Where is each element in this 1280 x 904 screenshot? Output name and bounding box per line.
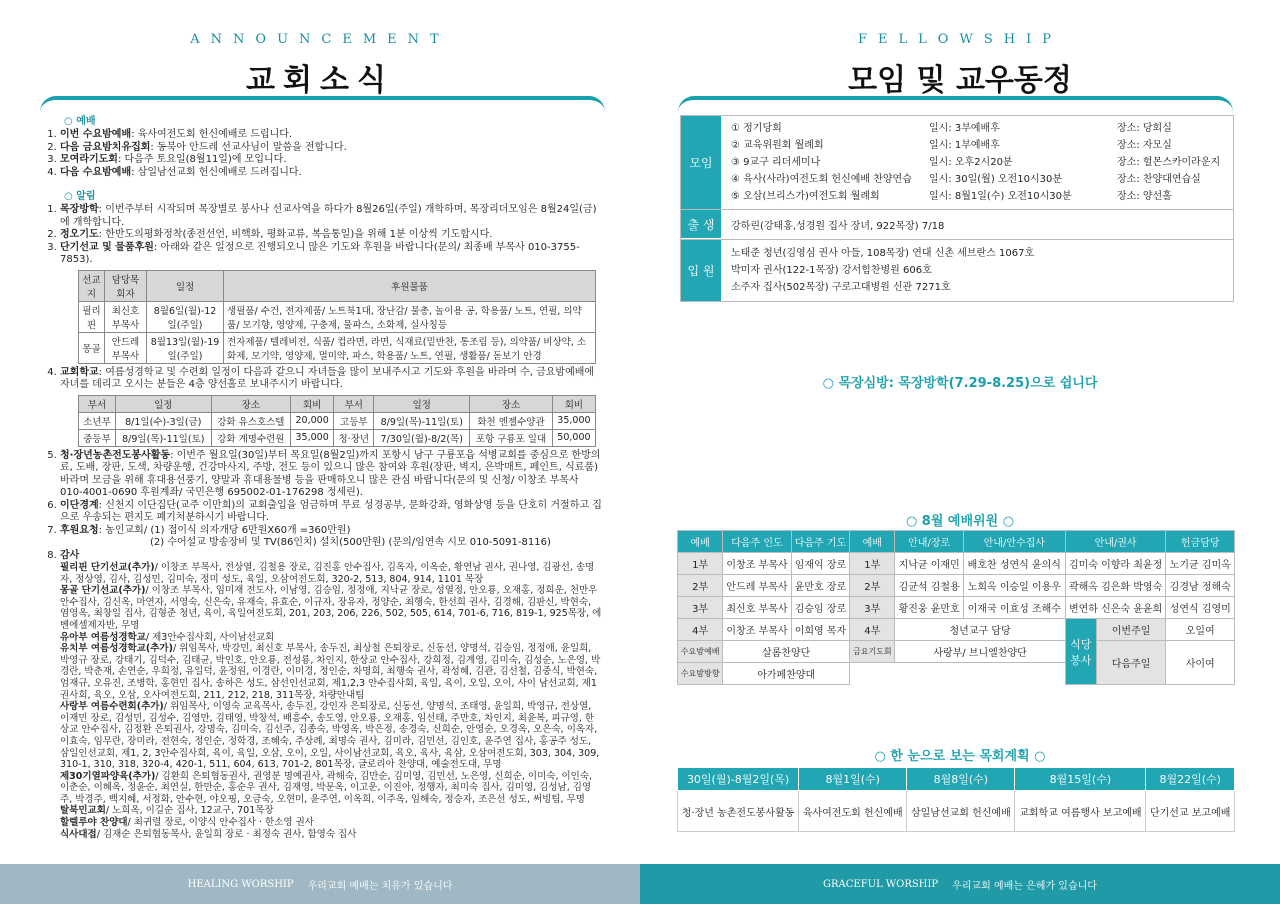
schedule-event: 육사여전도회 헌신예배	[799, 791, 907, 832]
table-cell: 소년부	[79, 412, 116, 429]
table-cell: 화천 엔젤수양관	[470, 412, 553, 429]
table-header: 부서	[334, 395, 374, 412]
support-request-item: 7. 후원요청: 농인교회/ (1) 접이식 의자개당 6만원X60개 =360만원) (2) 수어설교 방송장비 및 TV(86인치) 설치(500만원) (문의/임연속 시모 010-5091-8116)	[60, 525, 602, 550]
item-head: 다음 금요밤치유집회	[60, 141, 151, 153]
wc-row	[678, 553, 1235, 575]
wc-cell: 이희영 목자	[791, 619, 850, 641]
worship-item	[60, 167, 602, 180]
thanks-text: / 김재순 은퇴협동목사, 윤일희 장로 · 최정숙 권사, 함영숙 집사	[96, 828, 357, 840]
item-head: 단기선교 및 물품후원	[60, 241, 154, 253]
table-cell: 생필품/ 수건, 전자제품/ 노트북1대, 장난감/ 물총, 놀이용 공, 학용품/ 노트, 연필, 의약품/ 모기향, 영양제, 구충제, 물파스, 소화제, 실사칭등	[224, 301, 596, 332]
table-row	[79, 412, 596, 429]
hospital-entry: 박미자 권사(122-1목장) 강서힘찬병원 606호	[731, 265, 932, 276]
table-header: 선교지	[79, 270, 105, 301]
table-cell: 고등부	[334, 412, 374, 429]
wc-cell: 금요기도회	[850, 641, 895, 663]
wc-cell: 3부	[850, 597, 895, 619]
table-header: 후원물품	[224, 270, 596, 301]
worship-header: ○ 예배	[64, 112, 602, 127]
item-head: 이번 수요밤예배	[60, 129, 132, 140]
fellowship-page	[640, 0, 1280, 904]
item-text: : 한반도의평화정착(종전선언, 비핵화, 평화교류, 복음통일)을 위해 1분 이상씩 기도합시다.	[98, 229, 493, 240]
table-cell: 7/30일(월)-8/2(목)	[374, 429, 470, 446]
thanks-text: / 노희옥, 이길순 집사, 12교구, 701목장	[105, 805, 274, 817]
schedule-table	[677, 767, 1235, 832]
table-cell: 몽골	[79, 332, 105, 363]
schedule-event: 삼일남선교회 헌신예배	[907, 791, 1015, 832]
schedule-date: 8월15일(수)	[1015, 768, 1146, 791]
meeting-name: ③ 9교구 리더세미나	[731, 157, 821, 168]
wc-cell: 지낙균 이재민	[895, 553, 964, 575]
thanks-text: / 제3안수집사회, 사이남선교회	[145, 631, 275, 643]
wc-cell: 배호찬 성연식 윤의식	[963, 553, 1065, 575]
meeting-row	[727, 120, 1224, 137]
table-cell: 8/9일(목)-11일(토)	[374, 412, 470, 429]
wc-empty	[850, 663, 1066, 685]
wc-cell: 김균석 김철용	[895, 575, 964, 597]
wc-cell: 청년교구 담당	[895, 619, 1065, 641]
hospital-entry: 노태준 청년(김영심 권사 아들, 108목장) 연대 신촌 세브란스 1067호	[731, 248, 1035, 259]
wc-header: 안내/장로	[895, 531, 964, 553]
table-cell: 포항 구룡포 일대	[470, 429, 553, 446]
table-header: 부서	[79, 395, 116, 412]
thanks-entry	[60, 805, 602, 817]
thanks-entry	[60, 701, 602, 771]
table-cell: 8월6일(월)-12일(주일)	[147, 301, 224, 332]
school-item: 4. 교회학교: 여름성경학교 및 수련회 일정이 다음과 같으니 자녀들을 많이 보내주시고 기도와 후원을 바라며 수, 금요밤예배에 자녀를 데리고 오시는 분들은 4층 양선홀로 보내주시기 바랍니다.	[60, 367, 602, 392]
thanks-head: 몽골 단기선교(추가)	[60, 585, 146, 597]
meeting-place: 장소: 양선홀	[1117, 191, 1172, 202]
schedule-event: 교회학교 여름행사 보고예배	[1015, 791, 1146, 832]
item-text: : 삼일남선교회 헌신예배로 드려집니다.	[131, 166, 302, 178]
notice-list	[42, 204, 602, 267]
table-row	[79, 301, 596, 332]
footer-ko: 우리교회 예배는 은혜가 있습니다	[952, 880, 1097, 892]
meeting-name: ① 정기당회	[731, 123, 782, 134]
birth-label: 출 생	[681, 210, 721, 238]
announcement-title: 교회소식	[246, 63, 394, 98]
table-cell: 청·장년	[334, 429, 374, 446]
meal-next-label: 다음주일	[1096, 641, 1166, 685]
birth-text: 강하린(강태홍,성경원 집사 장녀, 922목장) 7/18	[731, 221, 945, 232]
wc-row	[678, 597, 1235, 619]
wc-cell: 1부	[850, 553, 895, 575]
wc-cell: 이재국 이효성 조해수	[963, 597, 1065, 619]
thanks-head: 식사대접	[60, 828, 97, 840]
table-cell: 강화 계명수련원	[211, 429, 291, 446]
meal-this-label: 이번주일	[1096, 619, 1166, 641]
meeting-time: 일시: 3부예배후	[929, 123, 1000, 134]
table-header: 일정	[115, 395, 211, 412]
hospital-list	[721, 240, 1044, 301]
wc-cell: 안드레 부목사	[723, 575, 792, 597]
worship-item	[60, 154, 602, 167]
wc-cell: 4부	[678, 619, 723, 641]
table-cell: 전자제품/ 텔레비전, 식품/ 컵라면, 라면, 식재료(밑반찬, 통조림 등), 의약품/ 비상약, 소화제, 모기약, 영양제, 멀미약, 파스, 학용품/ 노트, 연필, 생활품/ 돋보기 안경	[224, 332, 596, 363]
thanks-head: 제30기열파양육(추가)	[60, 770, 156, 782]
wc-cell: 이창조 부목사	[723, 619, 792, 641]
thanks-text: / 최귀렬 장로, 이양식 안수집사 · 한소영 권사	[127, 817, 314, 829]
schedule-date: 8월1일(수)	[799, 768, 907, 791]
meal-this-value: 오일여	[1166, 619, 1235, 641]
table-header: 장소	[470, 395, 553, 412]
notice-header: ○ 알림	[64, 187, 602, 202]
table-row	[79, 332, 596, 363]
birth-section	[681, 210, 1233, 240]
wc-cell: 임재익 장로	[791, 553, 850, 575]
meetings-section	[681, 116, 1233, 210]
meeting-time: 일시: 8월1일(수) 오전10시30분	[929, 191, 1072, 202]
schedule-date: 8월22일(수)	[1146, 768, 1235, 791]
table-cell: 35,000	[552, 412, 595, 429]
item-text: : 이번주부터 시작되며 목장별로 봉사나 선교사역을 하다가 8월26일(주일) 개학하며, 목장리더모임은 8월24일(금)에 개학합니다.	[60, 204, 597, 228]
thanks-text: / 이창조 부목사, 임미재 전도사, 이남영, 김승임, 정정애, 지낙균 장로, 성열정, 안오룡, 오재홍, 정희운, 천만우 안수집사, 김신옥, 마연자, 서영숙, 신은숙, 유재숙, 유효순, 이규자, 장유자, 정양순, 최행숙, 한선희 권사, 김경해, 김판신, 박현숙, 염영옥, 최창일 집사, 김형준 청년, 육이, 육일여전도회, 201, 203, 206, 226, 502, 505, 614, 701-6, 716, 819-1, 925목장, 에벤에셀제자반, 무명	[60, 585, 602, 631]
hospital-label: 입 원	[681, 240, 721, 301]
table-cell: 20,000	[291, 412, 334, 429]
schedule-event: 단기선교 보고예배	[1146, 791, 1235, 832]
table-cell: 중등부	[79, 429, 116, 446]
hospital-entry: 소주자 집사(502목장) 구로고대병원 신관 7271호	[731, 282, 951, 293]
worship-committee-table	[677, 530, 1235, 685]
wc-row	[678, 575, 1235, 597]
thanks-head: 필리핀 단기선교(추가)	[60, 562, 155, 573]
wc-header: 다음주 인도	[723, 531, 792, 553]
schedule-event: 청·장년 농촌전도봉사활동	[678, 791, 799, 832]
table-cell: 50,000	[552, 429, 595, 446]
meeting-time: 일시: 30일(월) 오전10시30분	[929, 174, 1062, 185]
meeting-place: 장소: 헐몬스카이라운지	[1117, 157, 1221, 168]
table-cell: 8/1일(수)-3일(금)	[115, 412, 211, 429]
item-text: : 동북아 안드레 선교사님이 말씀을 전합니다.	[150, 141, 347, 153]
wc-cell: 김경남 정해숙	[1166, 575, 1235, 597]
wc-header: 예배	[850, 531, 895, 553]
more-list	[42, 450, 602, 841]
fellowship-box	[680, 115, 1234, 302]
wc-cell: 황진웅 윤만호	[895, 597, 964, 619]
wc-cell: 윤만호 장로	[791, 575, 850, 597]
thanks-head: 유아부 여름성경학교	[60, 631, 146, 643]
item-head: 정오기도	[60, 229, 99, 240]
meeting-row	[727, 154, 1224, 171]
right-footer	[640, 864, 1280, 904]
meal-next-value: 사이여	[1166, 641, 1235, 685]
thanks-text: / 김환희 은퇴협동권사, 권영분 명예권사, 곽해숙, 김만순, 김미영, 김민선, 노은영, 신희순, 이미숙, 이인숙, 이춘순, 이혜옥, 정윤순, 최연실, 한만순, 홍순우 권사, 김재영, 박문옥, 이고운, 이진아, 정행자, 최미숙 집사, 김미영, 김성남, 김영주, 박경주, 백지혜, 서정화, 안수현, 야오핑, 오금숙, 오현미, 윤주연, 이옥희, 이주옥, 임해숙, 정승자, 조은선 성도, 써빙팀, 무명	[60, 770, 593, 805]
table-header: 담당목회자	[104, 270, 146, 301]
wc-header: 헌금담당	[1166, 531, 1235, 553]
item-head: 모여라기도회	[60, 154, 118, 165]
worship-item	[60, 142, 602, 155]
thanks-list	[60, 562, 602, 840]
wc-cell: 이창조 부목사	[723, 553, 792, 575]
wc-cell: 3부	[678, 597, 723, 619]
worship-committee-title: ○ 8월 예배위원 ○	[905, 514, 1015, 529]
table-header: 장소	[211, 395, 291, 412]
wc-cell: 노기균 김미옥	[1166, 553, 1235, 575]
wc-cell: 노희옥 이승일 이용우	[963, 575, 1065, 597]
meal-label: 식당봉사	[1065, 619, 1096, 685]
meeting-name: ② 교육위원회 월례회	[731, 140, 824, 151]
thanks-head: 유치부 여름성경학교(추가)	[60, 643, 173, 655]
wc-cell: 4부	[850, 619, 895, 641]
table-row	[79, 429, 596, 446]
footer-ko: 우리교회 예배는 치유가 있습니다	[307, 880, 453, 892]
meeting-name: ⑤ 오삼(브리스가)여전도회 월례회	[731, 191, 880, 202]
table-cell: 안드레 부목사	[104, 332, 146, 363]
thanks-head: 탈북민교회	[60, 805, 106, 817]
wc-cell: 2부	[678, 575, 723, 597]
thanks-item: 8. 감사 필리핀 단기선교(추가)/ 이창조 부목사, 전상열, 김철용 장로, 김진홍 안수집사, 김옥자, 이옥순, 황연남 권사, 권나영, 김광선, 송명자, 정상영, 김사, 김성민, 김미숙, 정미 성도, 육일, 오삼여전도회, 320-2, 513, 804, 914, 1101 목장 몽골 단기선교(추가)/ 이창조 부목사, 임미재 전도사, 이남영, 김승임, 정정애, 지낙균 장로, 성열정, 안오룡, 오재홍, 정희운, 천만우 안수집사, 김신옥, 마연자, 서영숙, 신은숙, 유재숙, 유효순, 이규자, 장유자, 정양순, 최행숙, 한선희 권사, 김경해, 김판신, 박현숙, 염영옥, 최창일 집사, 김형준 청년, 육이, 육일여전도회, 201, 203, 206, 226, 502, 505, 614, 701-6, 716, 819-1, 925목장, 에벤에셀제자반, 무명 유아부 여름성경학교/ 제3안수집사회, 사이남선교회 유치부 여름성경학교(추가)/ 위임목사, 박강민, 최신호 부목사, 송두진, 최상철 은퇴장로, 신동선, 양명석, 김승임, 정정애, 윤일희, 박영규 장로, 강태기, 김덕수, 김태균, 박인호, 안오룡, 전성룡, 차인지, 한상교 안수집사, 강희정, 김계영, 김미숙, 김성순, 노은영, 박경란, 박춘재, 손연순, 우희정, 유일덕, 윤정원, 이경란, 이미경, 정인순, 차명희, 최행숙 권사, 곽성혜, 김관, 김선철, 김중식, 박현숙, 엄재규, 오유진, 조병학, 홍현민 집사, 송하은 성도, 삼선인선교회, 제1,2,3 안수집사회, 육일, 육이, 오일, 오이, 사이 남선교회, 제1권사회, 육오, 오삼, 오사여전도회, 211, 212, 218, 311목장, 차량안내팀 사랑부 여름수련회(추가)/ 위임목사, 이영숙 교육목사, 송두진, 강인자 은퇴장로, 신동선, 양명석, 조태영, 윤일희, 박영규, 전상열, 이재민 장로, 김성민, 김성수, 김영만, 김태영, 박창석, 배흥수, 송도영, 안오룡, 오재홍, 임선태, 주만호, 차인지, 최윤복, 피규영, 한상교 안수집사, 김정환 은퇴권사, 강명숙, 김미숙, 김선주, 김종숙, 박영옥, 박은정, 송경숙, 신희순, 안영순, 오경옥, 오은숙, 이옥자, 이효숙, 임무란, 장미라, 전현숙, 정인순, 정학경, 조혜숙, 주상례, 최명숙 권사, 김미라, 김민선, 김인호, 윤주연 집사, 홍공주 성도, 삼일인선교회, 제1, 2, 3안수집사회, 육이, 육일, 오삼, 오이, 오일, 사이남선교회, 육오, 육사, 육삼, 오삼여전도회, 303, 304, 309, 310-1, 310, 318, 320-4, 420-1, 511, 604, 613, 701-2, 801목장, 글로리아 찬양대, 예술전도대, 무명 제30기열파양육(추가)/ 김환희 은퇴협동권사, 권영분 명예권사, 곽해숙, 김만순, 김미영, 김민선, 노은영, 신희순, 이미숙, 이인숙, 이춘순, 이혜옥, 정윤순, 최연실, 한만순, 홍순우 권사, 김재영, 박문옥, 이고운, 이진아, 정행자, 최미숙 집사, 김미영, 김성남, 김영주, 박경주, 백지혜, 서정화, 안수현, 야오핑, 오금숙, 오현미, 윤주연, 이옥희, 이주옥, 임해숙, 정승자, 조은선 성도, 써빙팀, 무명 탈북민교회/ 노희옥, 이길순 집사, 12교구, 701목장 할렐루야 찬양대/ 최귀렬 장로, 이양식 안수집사 · 한소영 권사 식사대접/ 김재순 은퇴협동목사, 윤일희 장로 · 최정숙 권사, 함영숙 집사	[60, 550, 602, 841]
left-footer	[0, 864, 640, 904]
table-header: 일정	[147, 270, 224, 301]
schedule-date: 8월8일(수)	[907, 768, 1015, 791]
table-cell: 최신호 부목사	[104, 301, 146, 332]
thanks-entry	[60, 585, 602, 631]
thanks-head: 사랑부 여름수련회(추가)	[60, 701, 164, 713]
meetings-label: 모임	[681, 116, 721, 209]
table-header: 회비	[291, 395, 334, 412]
footer-en: GRACEFUL WORSHIP	[823, 878, 939, 890]
wc-header: 안내/권사	[1065, 531, 1166, 553]
wc-cell: 최신호 부목사	[723, 597, 792, 619]
wc-header: 다음주 기도	[791, 531, 850, 553]
thanks-entry	[60, 829, 602, 841]
wc-cell: 살롬찬양단	[723, 641, 850, 663]
wc-header: 예배	[678, 531, 723, 553]
table-cell: 강화 유스호스텔	[211, 412, 291, 429]
thanks-head: 할렐루야 찬양대	[60, 817, 128, 829]
wc-header: 안내/안수집사	[963, 531, 1065, 553]
table-cell: 35,000	[291, 429, 334, 446]
meeting-name: ④ 육사(사라)여전도회 헌신예배 찬양연습	[731, 174, 912, 185]
heresy-warning-item: 6. 이단경계: 신천지 이단집단(교주 이만희)의 교회출입을 엄금하며 무료 성경공부, 문화강좌, 영화상영 등을 단호히 거절하고 집으로 우송되는 편지도 폐기처분하시기 바랍니다.	[60, 500, 602, 525]
vacation-note: ○ 목장심방: 목장방학(7.29-8.25)으로 쉽니다	[822, 376, 1098, 391]
meeting-time: 일시: 1부예배후	[929, 140, 1000, 151]
school-table	[78, 395, 596, 447]
hospital-section	[681, 240, 1233, 301]
thanks-entry	[60, 771, 602, 806]
wc-cell: 수요밤예배	[678, 641, 723, 663]
table-header: 회비	[552, 395, 595, 412]
wc-cell: 변연하 신은숙 윤윤희	[1065, 597, 1166, 619]
wc-cell: 곽해옥 김은화 박영숙	[1065, 575, 1166, 597]
item-head: 다음 수요밤예배	[60, 166, 132, 178]
meeting-place: 장소: 자모실	[1117, 140, 1172, 151]
announcement-body	[42, 108, 602, 840]
item-text: : 다음주 토요일(8월11일)에 모입니다.	[117, 154, 287, 165]
school-list	[42, 367, 602, 392]
worship-list	[42, 129, 602, 179]
meetings-table	[727, 120, 1224, 205]
notice-item	[60, 204, 602, 229]
meeting-place: 장소: 당회실	[1117, 123, 1172, 134]
thanks-entry	[60, 562, 602, 585]
thanks-text: / 위임목사, 이영숙 교육목사, 송두진, 강인자 은퇴장로, 신동선, 양명석, 조태영, 윤일희, 박영규, 전상열, 이재민 장로, 김성민, 김성수, 김영만, 김태영, 박창석, 배흥수, 송도영, 안오룡, 오재홍, 임선태, 주만호, 차인지, 최윤복, 피규영, 한상교 안수집사, 김정환 은퇴권사, 강명숙, 김미숙, 김선주, 김종숙, 박영옥, 박은정, 송경숙, 신희순, 안영순, 오경옥, 오은숙, 이옥자, 이효숙, 임무란, 장미라, 전현숙, 정인순, 정학경, 조혜숙, 주상례, 최명숙 권사, 김미라, 김민선, 김인호, 윤주연 집사, 홍공주 성도, 삼일인선교회, 제1, 2, 3안수집사회, 육이, 육일, 오삼, 오이, 오일, 사이남선교회, 육오, 육사, 육삼, 오삼여전도회, 303, 304, 309, 310-1, 310, 318, 320-4, 420-1, 511, 604, 613, 701-2, 801목장, 글로리아 찬양대, 예술전도대, 무명	[60, 701, 600, 771]
item-text: : 아래와 같은 일정으로 진행되오니 많은 기도와 후원을 바랍니다(문의/ 최종배 부목사 010-3755-7853).	[60, 241, 580, 265]
table-header: 일정	[374, 395, 470, 412]
wc-cell: 사랑부/ 브니엘찬양단	[895, 641, 1065, 663]
footer-en: HEALING WORSHIP	[187, 878, 294, 890]
fellowship-eyebrow: FELLOWSHIP	[858, 32, 1062, 47]
meeting-place: 장소: 찬양대연습실	[1117, 174, 1201, 185]
schedule-title: ○ 한 눈으로 보는 목회계획 ○	[874, 749, 1046, 764]
wc-cell: 수요밤방향	[678, 663, 723, 685]
meeting-row	[727, 137, 1224, 154]
notice-item	[60, 242, 602, 267]
item-text: : 육사여전도회 헌신예배로 드립니다.	[131, 129, 293, 140]
table-cell: 필리핀	[79, 301, 105, 332]
farm-mission-item: 5. 청·장년농촌전도봉사활동: 이번주 월요일(30일)부터 목요일(8월2일)까지 포항시 남구 구룡포읍 석병교회를 중심으로 한방의료, 도배, 장판, 도색, 차량운행, 건강마사지, 주방, 전도 등이 있으니 많은 참여와 후원(장판, 벽지, 은박매트, 페인트, 식료품)바라며 모금을 위해 휴대용선풍기, 양말과 휴대용물병 등을 판매하오니 많은 관심 바랍니다(문의 및 신청/ 이창조 부목사 010-4001-0690 후원계좌/ 국민은행 695002-01-176298 정세린).	[60, 450, 602, 500]
meeting-row	[727, 188, 1224, 205]
wc-cell: 성연식 김영미	[1166, 597, 1235, 619]
schedule-date: 30일(월)-8월2일(목)	[678, 768, 799, 791]
wc-cell: 2부	[850, 575, 895, 597]
wc-cell: 아가페찬양대	[723, 663, 850, 685]
meeting-row	[727, 171, 1224, 188]
fellowship-title: 모임 및 교우동정	[848, 63, 1072, 98]
thanks-text: / 이창조 부목사, 전상열, 김철용 장로, 김진홍 안수집사, 김옥자, 이옥순, 황연남 권사, 권나영, 김광선, 송명자, 정상영, 김사, 김성민, 김미숙, 정미 성도, 육일, 오삼여전도회, 320-2, 513, 804, 914, 1101 목장	[60, 562, 595, 585]
item-head: 목장방학	[60, 204, 99, 215]
meeting-time: 일시: 오후2시20분	[929, 157, 1013, 168]
wc-cell: 김승임 장로	[791, 597, 850, 619]
thanks-entry	[60, 643, 602, 701]
thanks-entry	[60, 817, 602, 829]
announcement-eyebrow: ANNOUNCEMENT	[190, 32, 450, 47]
worship-item	[60, 129, 602, 142]
thanks-text: / 위임목사, 박강민, 최신호 부목사, 송두진, 최상철 은퇴장로, 신동선, 양명석, 김승임, 정정애, 윤일희, 박영규 장로, 강태기, 김덕수, 김태균, 박인호, 안오룡, 전성룡, 차인지, 한상교 안수집사, 강희정, 김계영, 김미숙, 김성순, 노은영, 박경란, 박춘재, 손연순, 우희정, 유일덕, 윤정원, 이경란, 이미경, 정인순, 차명희, 최행숙 권사, 곽성혜, 김관, 김선철, 김중식, 박현숙, 엄재규, 오유진, 조병학, 홍현민 집사, 송하은 성도, 삼선인선교회, 제1,2,3 안수집사회, 육일, 육이, 오일, 오이, 사이 남선교회, 제1권사회, 육오, 오삼, 오사여전도회, 211, 212, 218, 311목장, 차량안내팀	[60, 643, 601, 701]
mission-table	[78, 270, 596, 364]
wc-cell: 1부	[678, 553, 723, 575]
table-cell: 8월13일(월)-19일(주일)	[147, 332, 224, 363]
notice-item	[60, 229, 602, 242]
thanks-entry	[60, 632, 602, 644]
table-cell: 8/9일(목)-11일(토)	[115, 429, 211, 446]
wc-cell: 김미숙 이향라 최윤정	[1065, 553, 1166, 575]
